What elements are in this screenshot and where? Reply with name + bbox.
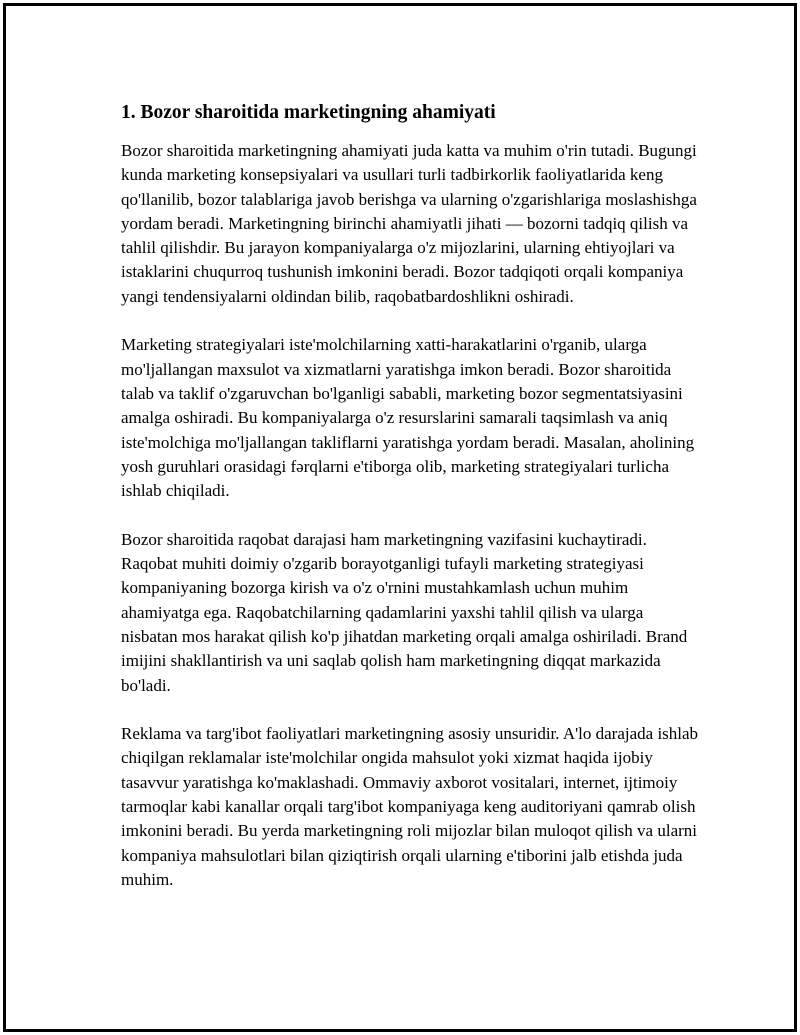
document-body bbox=[121, 100, 701, 892]
section-heading: 1. Bozor sharoitida marketingning ahamiyati bbox=[121, 102, 496, 123]
paragraph: Bozor sharoitida raqobat darajasi ham marketingning vazifasini kuchaytiradi. Raqobat muhiti doimiy o'zgarib borayotganligi tufayli marketing strategiyasi kompaniyaning bozorga kirish va o'z o'rnini mustahkamlash uchun muhim ahamiyatga ega. Raqobatchilarning qadamlarini yaxshi tahlil qilish va ularga nisbatan mos harakat qilish ko'p jihatdan marketing orqali amalga oshiriladi. Brand imijini shakllantirish va uni saqlab qolish ham marketingning diqqat markazida bo'ladi. bbox=[121, 529, 688, 695]
paragraph: Marketing strategiyalari iste'molchilarning xatti-harakatlarini o'rganib, ularga mo'ljallangan maxsulot va xizmatlarni yaratishga imkon beradi. Bozor sharoitida talab va taklif o'zgaruvchan bo'lganligi sababli, marketing bozor segmentatsiyasini amalga oshiradi. Bu kompaniyalarga o'z resurslarini samarali taqsimlash va aniq iste'molchiga mo'ljallangan takliflarni yaratishga yordam beradi. Masalan, aholining yosh guruhlari orasidagi fərqlarni e'tiborga olib, marketing strategiyalari turlicha ishlab chiqiladi. bbox=[121, 335, 695, 501]
paragraph: Reklama va targ'ibot faoliyatlari marketingning asosiy unsuridir. A'lo darajada ishlab chiqilgan reklamalar iste'molchilar ongida mahsulot yoki xizmat haqida ijobiy tasavvur yaratishga ko'maklashadi. Ommaviy axborot vositalari, internet, ijtimoiy tarmoqlar kabi kanallar orqali targ'ibot kompaniyaga keng auditoriyani qamrab olish imkonini beradi. Bu yerda marketingning roli mijozlar bilan muloqot qilish va ularni kompaniya mahsulotlari bilan qiziqtirish orqali ularning e'tiborini jalb etishda juda muhim. bbox=[121, 724, 699, 889]
page-frame bbox=[3, 3, 797, 1032]
paragraph: Bozor sharoitida marketingning ahamiyati juda katta va muhim o'rin tutadi. Bugungi kunda marketing konsepsiyalari va usullari turli tadbirkorlik faoliyatlarida keng qo'llanilib, bozor talablariga javob berishga va ularning o'zgarishlariga moslashishga yordam beradi. Marketingning birinchi ahamiyatli jihati — bozorni tadqiq qilish va tahlil qilishdir. Bu jarayon kompaniyalarga o'z mijozlarini, ularning ehtiyojlari va istaklarini chuqurroq tushunish imkonini beradi. Bozor tadqiqoti orqali kompaniya yangi tendensiyalarni oldindan bilib, raqobatbardoshlikni oshiradi. bbox=[121, 141, 697, 306]
